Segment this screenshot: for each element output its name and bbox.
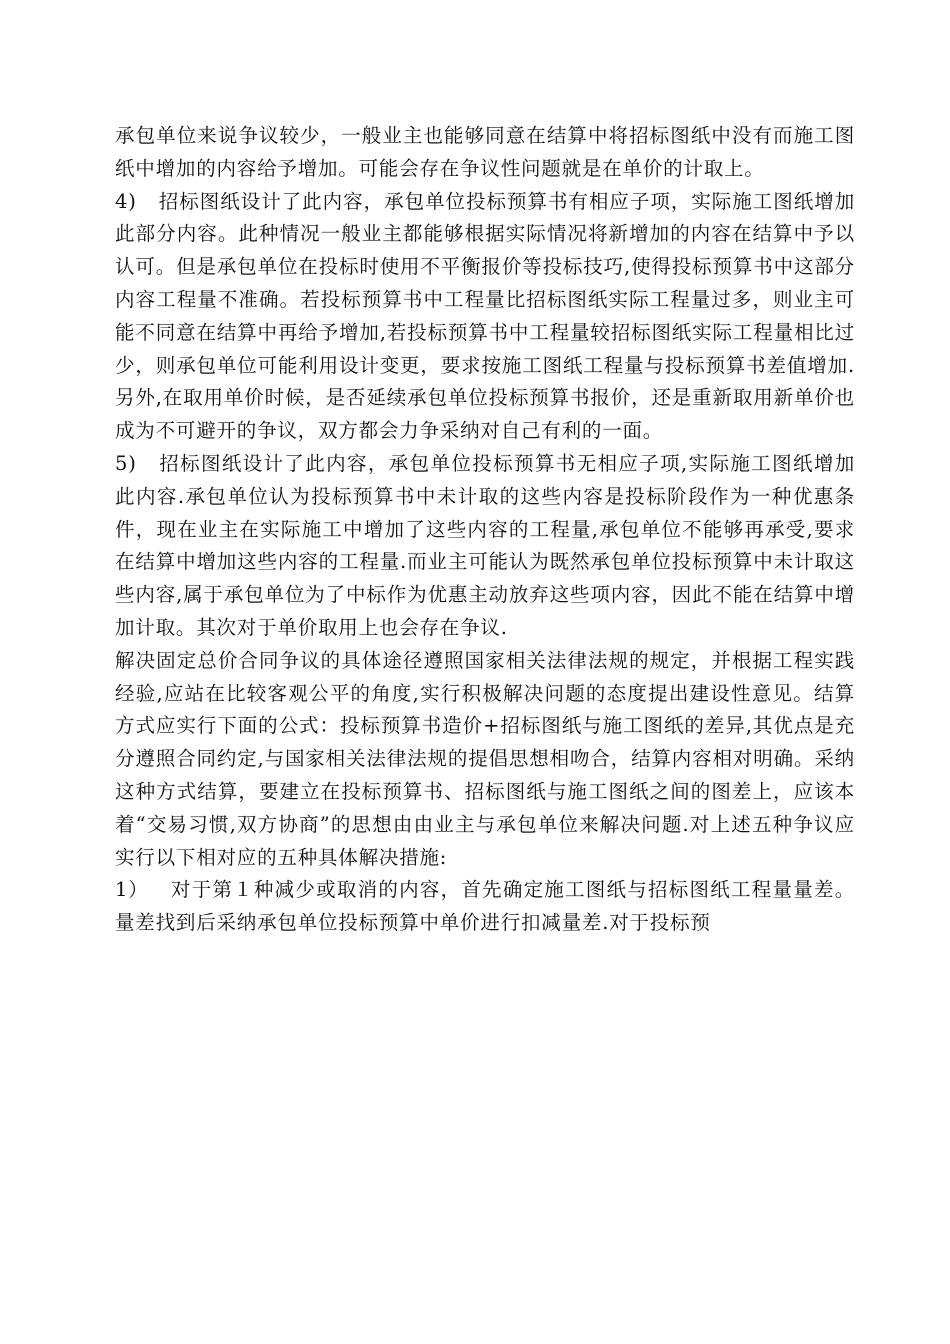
paragraph-1-text: 承包单位来说争议较少，一般业主也能够同意在结算中将招标图纸中没有而施工图纸中增加的内容给予增加。可能会存在争议性问题就是在单价的计取上。 (115, 124, 855, 180)
paragraph-4 (115, 645, 855, 875)
paragraph-5-number: 1） (115, 878, 149, 902)
document-body (115, 120, 855, 940)
paragraph-5-text: 对于第１种减少或取消的内容，首先确定施工图纸与招标图纸工程量量差。量差找到后采纳承包单位投标预算中单价进行扣减量差.对于投标预 (115, 878, 855, 935)
paragraph-3-number: 5) (115, 451, 137, 475)
paragraph-1 (115, 120, 855, 186)
paragraph-3-text: 招标图纸设计了此内容，承包单位投标预算书无相应子项,实际施工图纸增加此内容.承包单位认为投标预算书中未计取的这些内容是投标阶段作为一种优惠条件，现在业主在实际施工中增加了这些内容的工程量,承包单位不能够再承受,要求在结算中增加这些内容的工程量.而业主可能认为既然承包单位投标预算中未计取这些内容,属于承包单位为了中标作为优惠主动放弃这些项内容，因此不能在结算中增加计取。其次对于单价取用上也会存在争议. (115, 451, 855, 639)
paragraph-4-text: 解决固定总价合同争议的具体途径遵照国家相关法律法规的规定，并根据工程实践经验,应站在比较客观公平的角度,实行积极解决问题的态度提出建设性意见。结算方式应实行下面的公式：投标预算书造价+招标图纸与施工图纸的差异,其优点是充分遵照合同约定,与国家相关法律法规的提倡思想相吻合，结算内容相对明确。采纳这种方式结算，要建立在投标预算书、招标图纸与施工图纸之间的图差上，应该本着“交易习惯,双方协商”的思想由由业主与承包单位来解决问题.对上述五种争议应实行以下相对应的五种具体解决措施: (115, 648, 855, 869)
paragraph-3 (115, 448, 855, 645)
paragraph-2-text: 招标图纸设计了此内容，承包单位投标预算书有相应子项，实际施工图纸增加此部分内容。此种情况一般业主都能够根据实际情况将新增加的内容在结算中予以认可。但是承包单位在投标时使用不平衡报价等投标技巧,使得投标预算书中这部分内容工程量不准确。若投标预算书中工程量比招标图纸实际工程量过多，则业主可能不同意在结算中再给予增加,若投标预算书中工程量较招标图纸实际工程量相比过少，则承包单位可能利用设计变更，要求按施工图纸工程量与投标预算书差值增加.另外,在取用单价时候，是否延续承包单位投标预算书报价，还是重新取用新单价也成为不可避开的争议，双方都会力争采纳对自己有利的一面。 (115, 189, 855, 443)
paragraph-2 (115, 186, 855, 448)
paragraph-5 (115, 874, 855, 940)
paragraph-2-number: 4) (115, 189, 137, 213)
